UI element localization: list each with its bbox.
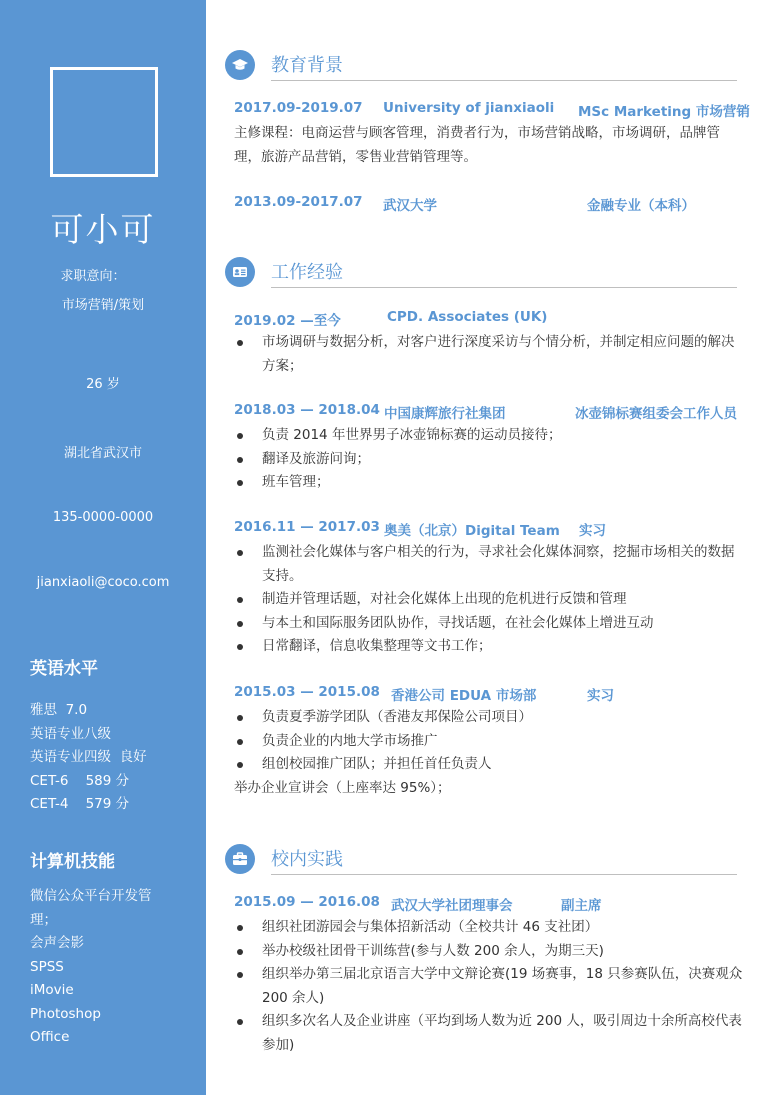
bullet-list — [234, 541, 746, 659]
bullet-item: 组创校园推广团队；并担任首任负责人 — [234, 753, 746, 777]
entry-org: 中国康辉旅行社集团 — [384, 406, 506, 422]
bullet-item: 组织举办第三届北京语言大学中文辩论赛(19 场赛事，18 只参赛队伍，决赛观众 200 余人) — [234, 963, 746, 1010]
section-divider — [271, 287, 737, 288]
bullet-item: 市场调研与数据分析，对客户进行深度采访与个情分析，并制定相应问题的解决方案； — [234, 331, 746, 378]
education-header — [225, 48, 737, 84]
bullet-item: 日常翻译，信息收集整理等文书工作； — [234, 635, 746, 659]
entry-date: 2018.03 — 2018.04 — [234, 402, 380, 418]
english-list — [30, 699, 190, 817]
work-header — [225, 255, 737, 291]
entry-role: 副主席 — [561, 898, 602, 914]
english-item: CET-6 589 分 — [30, 772, 130, 789]
graduation-cap-icon — [225, 50, 255, 80]
photo-placeholder — [50, 67, 158, 177]
bullet-list — [234, 916, 746, 1057]
work-entry — [234, 309, 746, 378]
education-entry — [234, 100, 750, 169]
location: 湖北省武汉市 — [63, 446, 142, 461]
entry-header — [234, 402, 746, 424]
work-entry — [234, 684, 746, 800]
bullet-item: 举办校级社团骨干训练营(参与人数 200 余人，为期三天) — [234, 940, 746, 964]
phone: 135-0000-0000 — [52, 510, 154, 525]
entry-header — [234, 194, 746, 216]
computer-item: Office — [30, 1029, 70, 1045]
bullet-item: 翻译及旅游问询； — [234, 448, 746, 472]
entry-org: 武汉大学社团理事会 — [391, 898, 513, 914]
bullet-list — [234, 706, 746, 777]
entry-date: 2019.02 —至今 — [234, 313, 341, 329]
work-entry — [234, 519, 746, 659]
campus-title: 校内实践 — [271, 849, 343, 870]
bullet-item: 负责企业的内地大学市场推广 — [234, 730, 746, 754]
entry-org: CPD. Associates (UK) — [387, 309, 548, 325]
bullet-item: 组织社团游园会与集体招新活动（全校共计 46 支社团） — [234, 916, 746, 940]
age: 26 岁 — [86, 377, 120, 392]
entry-org: 香港公司 EDUA 市场部 — [391, 688, 537, 704]
work-title: 工作经验 — [271, 262, 343, 283]
entry-header — [234, 684, 746, 706]
computer-list — [30, 885, 172, 1050]
entry-text: 举办企业宣讲会（上座率达 95%）； — [234, 779, 451, 796]
entry-header — [234, 100, 750, 122]
computer-item: 微信公众平台开发管理； — [30, 888, 152, 928]
entry-date: 2016.11 — 2017.03 — [234, 519, 380, 535]
entry-role: 实习 — [579, 523, 606, 539]
bullet-item: 制造并管理话题，对社会化媒体上出现的危机进行反馈和管理 — [234, 588, 746, 612]
computer-title: 计算机技能 — [30, 852, 115, 872]
id-card-icon — [225, 257, 255, 287]
english-item: CET-4 579 分 — [30, 796, 130, 812]
english-title: 英语水平 — [30, 659, 98, 679]
entry-role: 冰壶锦标赛组委会工作人员 — [575, 406, 737, 422]
entry-text: 主修课程：电商运营与顾客管理，消费者行为，市场营销战略，市场调研，品牌管理，旅游产品营销，零售业营销管理等。 — [234, 125, 720, 165]
bullet-item: 组织多次名人及企业讲座（平均到场人数为近 200 人，吸引周边十余所高校代表参加) — [234, 1010, 746, 1057]
english-item: 英语专业八级 — [30, 725, 111, 742]
email: jianxiaoli@coco.com — [36, 575, 170, 590]
computer-item: iMovie — [30, 982, 74, 998]
english-item: 雅思 7.0 — [30, 702, 88, 718]
bullet-list — [234, 424, 746, 495]
computer-item: 会声会影 — [30, 935, 84, 951]
campus-header — [225, 842, 737, 878]
bullet-item: 负责夏季游学团队（香港友邦保险公司项目） — [234, 706, 746, 730]
objective-value: 市场营销/策划 — [61, 298, 145, 313]
computer-item: SPSS — [30, 958, 64, 975]
entry-role: 实习 — [587, 688, 614, 704]
entry-role: MSc Marketing 市场营销 — [578, 104, 750, 120]
entry-date: 2015.03 — 2015.08 — [234, 684, 380, 700]
entry-org: 奥美（北京）Digital Team — [384, 523, 560, 539]
entry-header — [234, 519, 746, 541]
briefcase-icon — [225, 844, 255, 874]
entry-date: 2015.09 — 2016.08 — [234, 894, 380, 910]
entry-org: 武汉大学 — [383, 198, 437, 214]
education-title: 教育背景 — [271, 55, 343, 76]
section-divider — [271, 874, 737, 875]
main-content — [225, 0, 750, 1095]
entry-org: University of jianxiaoli — [383, 100, 555, 116]
bullet-item: 与本土和国际服务团队协作，寻找话题，在社会化媒体上增进互动 — [234, 612, 746, 636]
work-entry — [234, 402, 746, 495]
entry-header — [234, 894, 746, 916]
candidate-name: 可小可 — [50, 210, 156, 249]
education-entry — [234, 194, 746, 216]
entry-date: 2017.09-2019.07 — [234, 100, 363, 116]
entry-header — [234, 309, 746, 331]
bullet-item: 班车管理； — [234, 471, 746, 495]
campus-entry — [234, 894, 746, 1057]
computer-item: Photoshop — [30, 1005, 101, 1022]
bullet-item: 监测社会化媒体与客户相关的行为，寻求社会化媒体洞察，挖掘市场相关的数据支持。 — [234, 541, 746, 588]
entry-date: 2013.09-2017.07 — [234, 194, 363, 210]
bullet-item: 负责 2014 年世界男子冰壶锦标赛的运动员接待； — [234, 424, 746, 448]
entry-role: 金融专业（本科） — [587, 198, 695, 214]
bullet-list — [234, 331, 746, 378]
objective-label: 求职意向： — [60, 269, 126, 284]
sidebar — [0, 0, 206, 1095]
section-divider — [271, 80, 737, 81]
english-item: 英语专业四级 良好 — [30, 749, 147, 765]
